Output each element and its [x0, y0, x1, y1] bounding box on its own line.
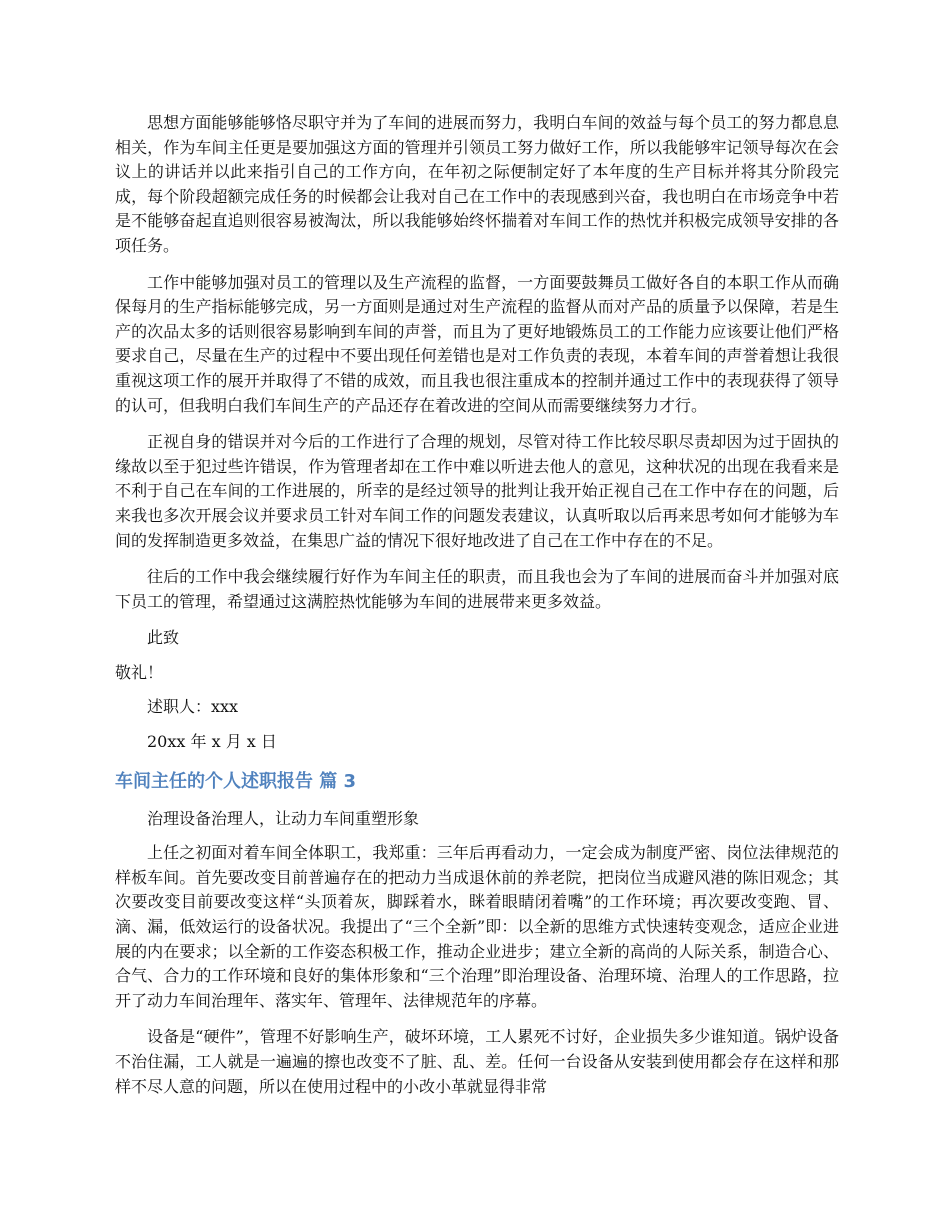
- body-paragraph: 工作中能够加强对员工的管理以及生产流程的监督，一方面要鼓舞员工做好各自的本职工作从而确保每月的生产指标能够完成，另一方面则是通过对生产流程的监督从而对产品的质量予以保障，若是生产的次品太多的话则很容易影响到车间的声誉，而且为了更好地锻炼员工的工作能力应该要让他们严格要求自己，尽量在生产的过程中不要出现任何差错也是对工作负责的表现，本着车间的声誉着想让我很重视这项工作的展开并取得了不错的成效，而且我也很注重成本的控制并通过工作中的表现获得了领导的认可，但我明白我们车间生产的产品还存在着改进的空间从而需要继续努力才行。: [115, 272, 839, 415]
- closing-text: 此致: [147, 628, 180, 648]
- body-paragraph: 设备是“硬件”，管理不好影响生产，破坏环境，工人累死不讨好，企业损失多少谁知道。锅炉设备不治住漏，工人就是一遍遍的擦也改变不了脏、乱、差。任何一台设备从安装到使用都会存在这样和那样不尽人意的问题，所以在使用过程中的小改小革就显得非常: [115, 1027, 839, 1096]
- body-paragraph: 正视自身的错误并对今后的工作进行了合理的规划，尽管对待工作比较尽职尽责却因为过于固执的缘故以至于犯过些许错误，作为管理者却在工作中难以听进去他人的意见，这种状况的出现在我看来是不利于自己在车间的工作进展的，所幸的是经过领导的批判让我开始正视自己在工作中存在的问题，后来我也多次开展会议并要求员工针对车间工作的问题发表建议，认真听取以后再来思考如何才能够为车间的发挥制造更多效益，在集思广益的情况下很好地改进了自己在工作中存在的不足。: [115, 432, 839, 550]
- section-heading: 车间主任的个人述职报告 篇 3: [115, 770, 357, 792]
- salutation-text: 敬礼！: [115, 662, 164, 682]
- section-subtitle: 治理设备治理人，让动力车间重塑形象: [147, 808, 420, 828]
- body-paragraph: 上任之初面对着车间全体职工，我郑重：三年后再看动力，一定会成为制度严密、岗位法律规范的样板车间。首先要改变目前普遍存在的把动力当成退休前的养老院，把岗位当成避风港的陈旧观念；其次要改变目前要改变这样“头顶着灰，脚踩着水，眯着眼睛闭着嘴”的工作环境；再次要改变跑、冒、滴、漏，低效运行的设备状况。我提出了“三个全新”即：以全新的思维方式快速转变观念，适应企业进展的内在要求；以全新的工作姿态积极工作，推动企业进步；建立全新的高尚的人际关系，制造合心、合气、合力的工作环境和良好的集体形象和“三个治理”即治理设备、治理环境、治理人的工作思路，拉开了动力车间治理年、落实年、管理年、法律规范年的序幕。: [115, 843, 839, 1010]
- body-paragraph: 思想方面能够能够恪尽职守并为了车间的进展而努力，我明白车间的效益与每个员工的努力都息息相关，作为车间主任更是要加强这方面的管理并引领员工努力做好工作，所以我能够牢记领导每次在会议上的讲话并以此来指引自己的工作方向，在年初之际便制定好了本年度的生产目标并将其分阶段完成，每个阶段超额完成任务的时候都会让我对自己在工作中的表现感到兴奋，我也明白在市场竞争中若是不能够奋起直追则很容易被淘汰，所以我能够始终怀揣着对车间工作的热忱并积极完成领导安排的各项任务。: [115, 113, 839, 255]
- date-line: 20xx 年 x 月 x 日: [147, 732, 277, 752]
- body-paragraph: 往后的工作中我会继续履行好作为车间主任的职责，而且我也会为了车间的进展而奋斗并加强对底下员工的管理，希望通过这满腔热忱能够为车间的进展带来更多效益。: [115, 567, 839, 611]
- signer-line: 述职人：xxx: [147, 697, 239, 717]
- document-page: [115, 111, 839, 1111]
